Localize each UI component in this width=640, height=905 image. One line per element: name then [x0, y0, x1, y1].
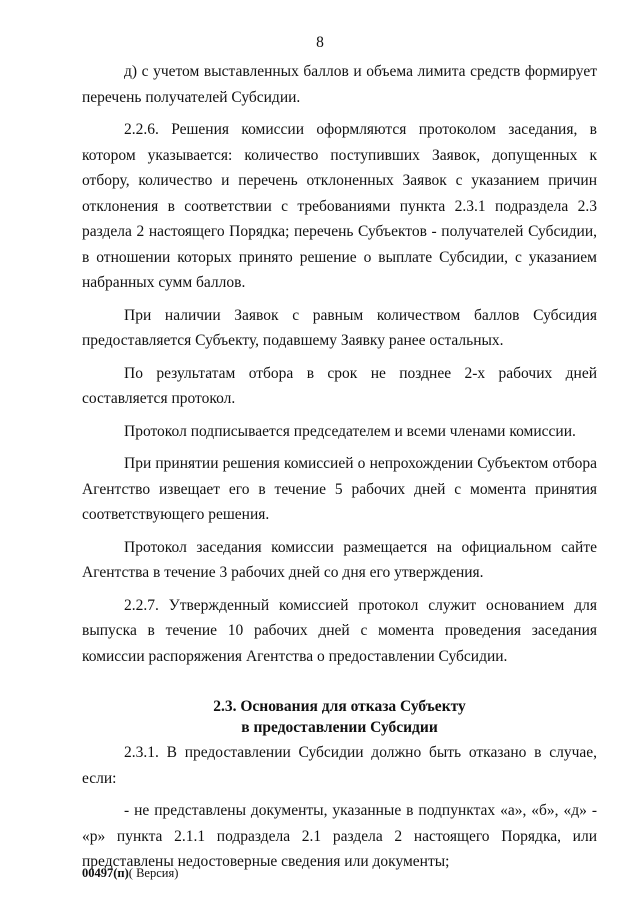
section-heading-line-1: 2.3. Основания для отказа Субъекту	[213, 698, 466, 715]
section-heading-line-2: в предоставлении Субсидии	[241, 719, 438, 736]
paragraph-2-2-6: 2.2.6. Решения комиссии оформляются протоколом заседания, в котором указывается: количество поступивших Заявок, допущенных к отбору, количество и перечень отклоненных Заявок с указанием причин отклонения в соответствии с требованиями пункта 2.3.1 подраздела 2.3 раздела 2 настоящего Порядка; перечень Субъектов - получателей Субсидии, в отношении которых принято решение о выплате Субсидии, с указанием набранных сумм баллов.	[82, 121, 597, 291]
paragraph-missing-documents: - не представлены документы, указанные в подпунктах «а», «б», «д» - «р» пункта 2.1.1 подраздела 2.1 раздела 2 настоящего Порядка, или представлены недостоверные сведения или документы;	[82, 802, 597, 870]
paragraph-2-3-1: 2.3.1. В предоставлении Субсидии должно быть отказано в случае, если:	[82, 744, 597, 787]
section-heading-2-3	[82, 696, 597, 738]
document-footer	[82, 866, 178, 881]
paragraph-protocol-signing: Протокол подписывается председателем и всеми членами комиссии.	[124, 422, 576, 440]
paragraph-equal-scores: При наличии Заявок с равным количеством баллов Субсидия предоставляется Субъекту, подавшему Заявку ранее остальных.	[82, 306, 597, 349]
paragraph-rejection-notice: При принятии решения комиссией о непрохождении Субъектом отбора Агентство извещает его в течение 5 рабочих дней с момента принятия соответствующего решения.	[82, 455, 597, 523]
paragraph-list-formation: д) с учетом выставленных баллов и объема лимита средств формирует перечень получателей Субсидии.	[82, 63, 597, 106]
paragraph-2-2-7: 2.2.7. Утвержденный комиссией протокол служит основанием для выпуска в течение 10 рабочих дней с момента проведения заседания комиссии распоряжения Агентства о предоставлении Субсидии.	[82, 596, 597, 665]
page-number: 8	[316, 34, 324, 51]
document-version: ( Версия)	[128, 866, 179, 880]
document-code: 00497(п)	[82, 866, 129, 880]
paragraph-protocol-deadline: По результатам отбора в срок не позднее 2-х рабочих дней составляется протокол.	[82, 364, 597, 407]
document-body	[82, 59, 597, 882]
paragraph-protocol-publication: Протокол заседания комиссии размещается на официальном сайте Агентства в течение 3 рабочих дней со дня его утверждения.	[82, 538, 597, 581]
